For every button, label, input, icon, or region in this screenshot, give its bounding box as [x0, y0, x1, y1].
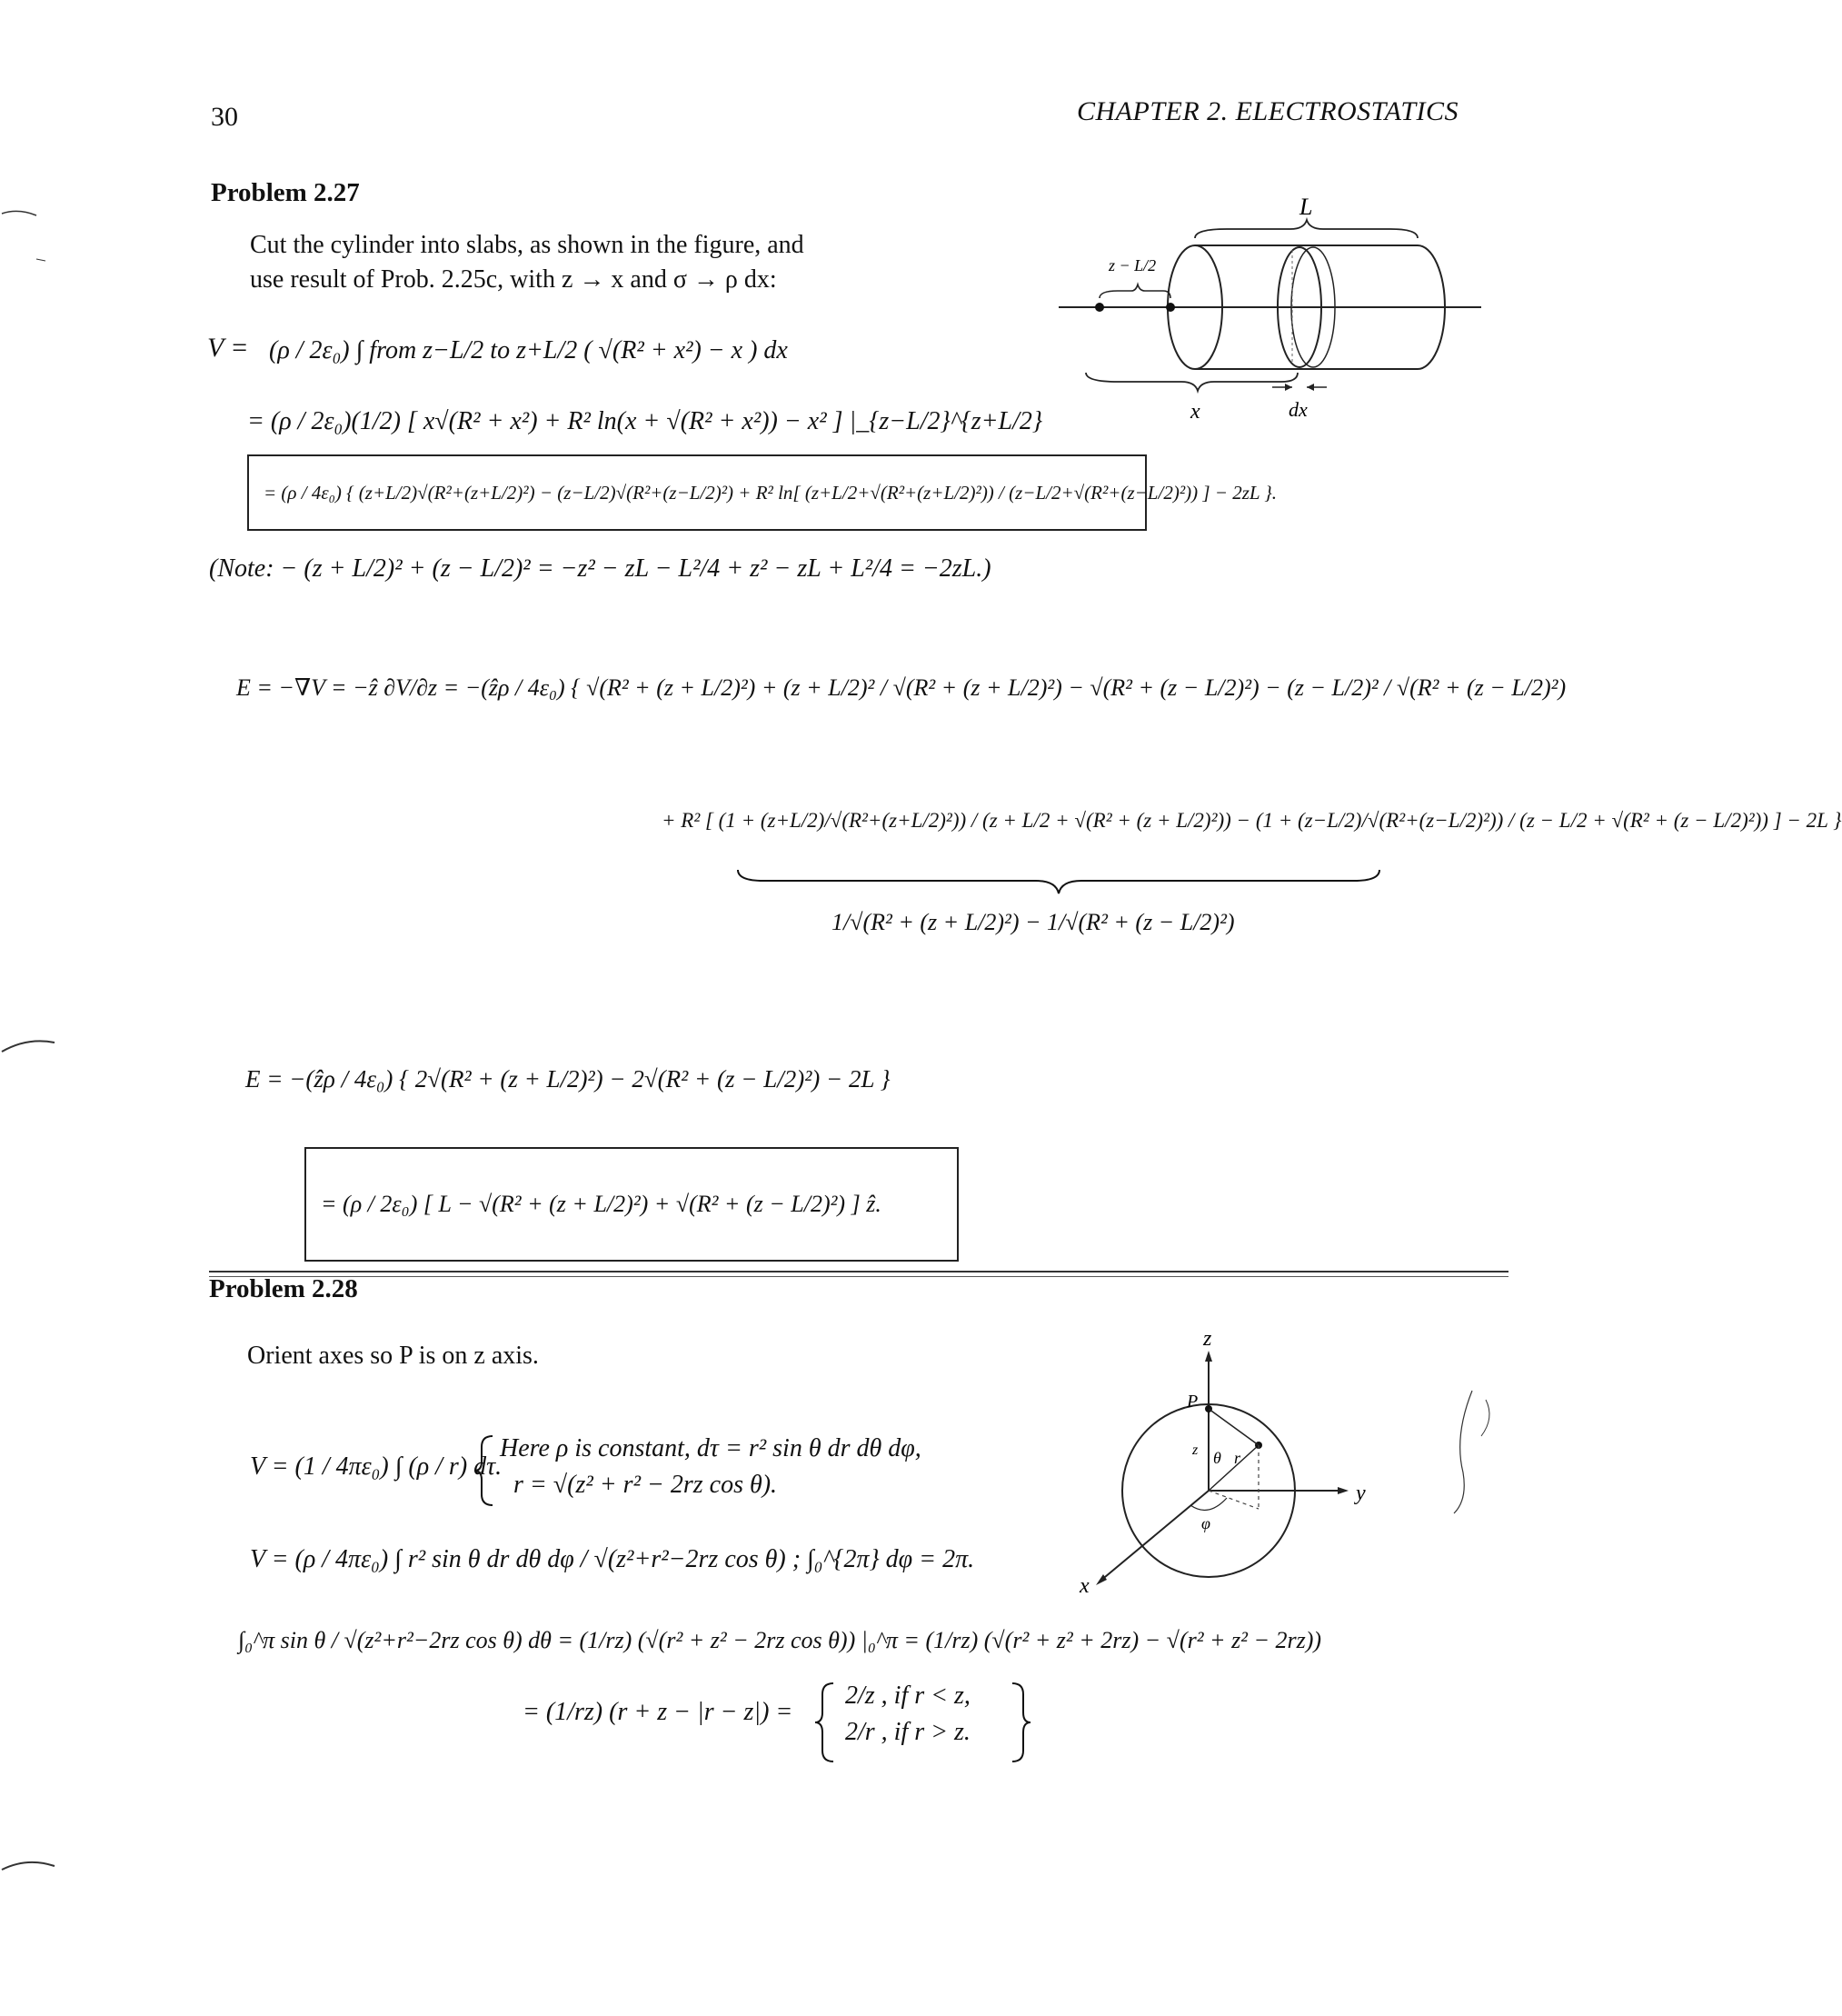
case-2: 2/r , if r > z. [845, 1718, 971, 1746]
case-1: 2/z , if r < z, [845, 1682, 971, 1710]
underbrace [736, 868, 1381, 895]
case-brace-left [813, 1682, 837, 1763]
left-brace [473, 1434, 496, 1507]
margin-scribble-right [1436, 1382, 1508, 1518]
problem-228-intro: Orient axes so P is on z axis. [247, 1342, 539, 1370]
margin-mark-top [0, 195, 55, 268]
eq-p28-note2: r = √(z² + r² − 2rz cos θ). [513, 1471, 778, 1499]
margin-mark-bottom [0, 1850, 64, 1904]
fig-label-L: L [1299, 194, 1313, 220]
eq-v3: = (ρ / 4ε₀) { (z+L/2)√(R²+(z+L/2)²) − (z−L/2)√(R²+(z−L/2)²) + R² ln[ (z+L/2+√(R²+(z+L/2)²)) / (z−L/2+√(R²+(z−L/2)²)) ] − 2zL }. [264, 482, 1278, 504]
divider-rule-2 [209, 1276, 1508, 1277]
eq-p28-int: ∫₀^π sin θ / √(z²+r²−2rz cos θ) dθ = (1/rz) (√(r² + z² − 2rz cos θ)) |₀^π = (1/rz) (√(r² + z² + 2rz) − √(r² + z² − 2rz)) [238, 1627, 1322, 1653]
fig-zlen: z [1192, 1442, 1199, 1458]
eq-p28-result: = (1/rz) (r + z − |r − z|) = [523, 1698, 793, 1726]
problem-227-intro-2: use result of Prob. 2.25c, with z → x and σ → ρ dx: [250, 265, 777, 294]
fig-z-axis: z [1203, 1327, 1212, 1351]
divider-rule [209, 1271, 1508, 1272]
eq-e1-cont: + R² [ (1 + (z+L/2)/√(R²+(z+L/2)²)) / (z + L/2 + √(R² + (z + L/2)²)) − (1 + (z−L/2)/√(R²+(z−L/2)²)) / (z − L/2 + √(R² + (z − L/2)²)) ] − 2L } [662, 809, 1842, 832]
problem-227-title: Problem 2.27 [211, 178, 360, 207]
fig-x-axis: x [1080, 1574, 1090, 1598]
eq-v1: (ρ / 2ε₀) ∫ from z−L/2 to z+L/2 ( √(R² + x²) − x ) dx [269, 336, 788, 364]
eq-v3-box [247, 454, 1278, 531]
problem-227-intro-1: Cut the cylinder into slabs, as shown in the figure, and [250, 231, 804, 259]
eq-e1-brace: 1/√(R² + (z + L/2)²) − 1/√(R² + (z − L/2)²) [831, 909, 1235, 935]
eq-e3-box [304, 1147, 959, 1262]
eq-v2: = (ρ / 2ε₀)(1/2) [ x√(R² + x²) + R² ln(x + √(R² + x²)) − x² ] |_{z−L/2}^{z+L/2} [247, 407, 1043, 435]
fig-point-p: P [1187, 1392, 1199, 1412]
chapter-title: CHAPTER 2. ELECTROSTATICS [1077, 96, 1459, 126]
eq-p28-v1: V = (1 / 4πε₀) ∫ (ρ / r) dτ. [250, 1452, 503, 1481]
fig-theta: θ [1213, 1449, 1221, 1467]
problem-228-title: Problem 2.28 [209, 1274, 358, 1303]
eq-e2: E = −(ẑρ / 4ε₀) { 2√(R² + (z + L/2)²) − 2√(R² + (z − L/2)²) − 2L } [245, 1065, 891, 1093]
note: (Note: − (z + L/2)² + (z − L/2)² = −z² − zL − L²/4 + z² − zL + L²/4 = −2zL.) [209, 554, 991, 583]
eq-p28-v2: V = (ρ / 4πε₀) ∫ r² sin θ dr dθ dφ / √(z²+r²−2rz cos θ) ; ∫₀^{2π} dφ = 2π. [250, 1545, 975, 1573]
eq-p28-note1: Here ρ is constant, dτ = r² sin θ dr dθ dφ, [500, 1434, 921, 1462]
page-number: 30 [211, 102, 238, 132]
cylinder-figure [1054, 194, 1490, 424]
fig-label-dx: dx [1289, 398, 1308, 421]
fig-r: r [1234, 1449, 1241, 1467]
fig-phi: φ [1201, 1514, 1210, 1532]
eq-e3: = (ρ / 2ε₀) [ L − √(R² + (z + L/2)²) + √(R² + (z − L/2)²) ] ẑ. [321, 1191, 881, 1217]
fig-label-x: x [1190, 400, 1200, 424]
margin-mark-mid [0, 1032, 64, 1068]
eq-v1-lhs: V = [207, 333, 249, 363]
eq-e1: E = −∇V = −ẑ ∂V/∂z = −(ẑρ / 4ε₀) { √(R² + (z + L/2)²) + (z + L/2)² / √(R² + (z + L/2)²) − √(R² + (z − L/2)²) − (z − L/2)² / √(R² + (z − L/2)²) [236, 674, 1567, 701]
case-brace-right [1009, 1682, 1032, 1763]
sphere-figure [1072, 1327, 1381, 1600]
fig-y-axis: y [1356, 1482, 1366, 1505]
fig-label-offset: z − L/2 [1109, 256, 1157, 274]
